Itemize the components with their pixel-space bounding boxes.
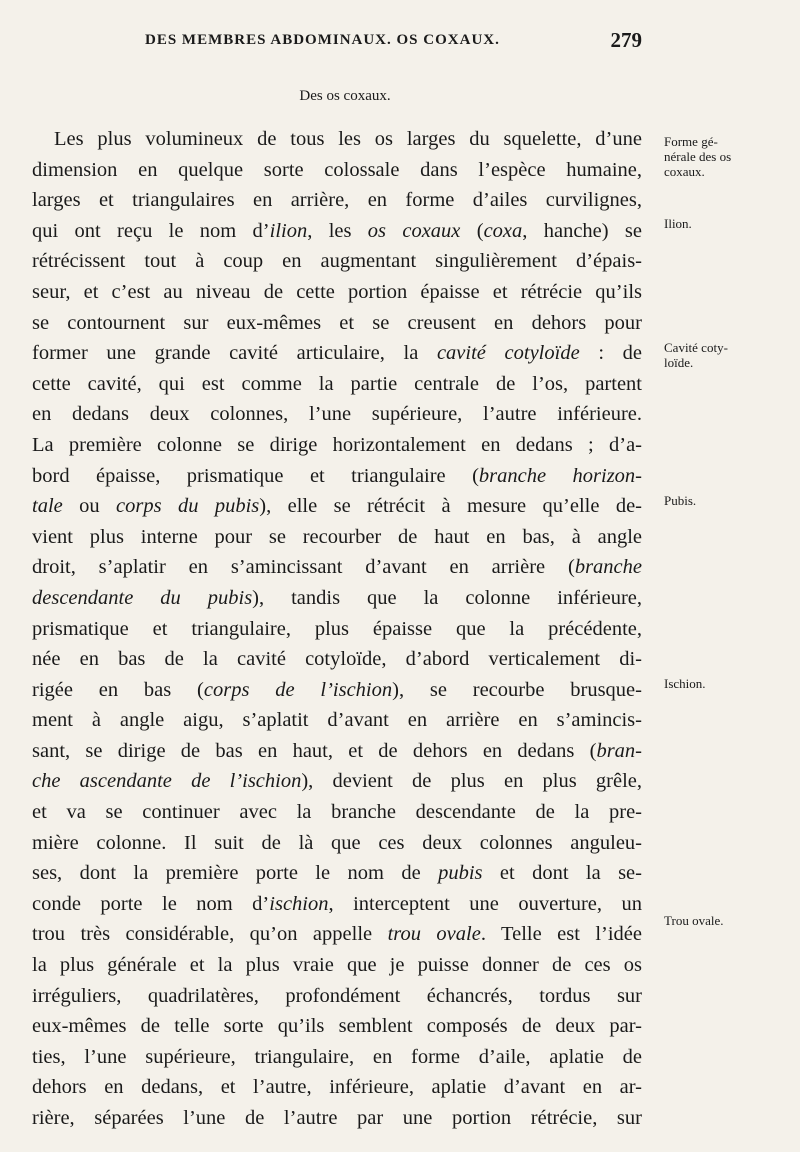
text-line: et va se continuer avec la branche descendante de la pre-	[32, 801, 642, 824]
text-line	[32, 675, 642, 706]
text-segment: trou très considérable, qu’on appelle	[32, 923, 388, 946]
italic-term: descendante du pubis	[32, 586, 253, 609]
text-segment: (	[460, 219, 484, 242]
text-line: seur, et c’est au niveau de cette portion épaisse et rétrécie qu’ils	[32, 280, 642, 303]
text-line: la plus générale et la plus vraie que je puisse donner de ces os	[32, 954, 642, 977]
page-header	[30, 28, 640, 56]
margin-note-line: nérale des os	[664, 149, 732, 164]
margin-note-ischion	[664, 676, 782, 691]
text-segment: rigée en bas (	[32, 678, 204, 701]
text-line: cette cavité, qui est comme la partie centrale de l’os, partent	[32, 372, 642, 395]
italic-term: os coxaux	[367, 219, 461, 242]
text-line: irréguliers, quadrilatères, profondément échancrés, tordus sur	[32, 984, 642, 1007]
margin-note-line: Cavité coty-	[664, 340, 728, 355]
text-line: rière, séparées l’une de l’autre par une portion rétrécie, sur	[32, 1107, 642, 1129]
text-segment: ou	[62, 495, 117, 518]
italic-term: ischion	[269, 892, 329, 915]
running-head: DES MEMBRES ABDOMINAUX. OS COXAUX.	[145, 32, 500, 48]
italic-term: ilion	[269, 219, 308, 242]
text-segment: et dont la se-	[482, 862, 642, 885]
italic-term: corps du pubis	[116, 495, 260, 518]
text-segment: ses, dont la première porte le nom de	[32, 862, 439, 885]
page-number: 279	[610, 28, 642, 52]
text-line	[32, 889, 642, 920]
text-line: rétrécissent tout à coup en augmentant singulièrement d’épais-	[32, 250, 642, 273]
text-line: dehors en dedans, et l’autre, inférieure, aplatie d’avant en ar-	[32, 1076, 642, 1099]
text-segment: ), devient de plus en plus grêle,	[301, 770, 642, 793]
italic-term: cavité cotyloïde	[436, 342, 580, 365]
text-line: ties, l’une supérieure, triangulaire, en forme d’aile, aplatie de	[32, 1045, 642, 1068]
text-segment: , hanche) se	[522, 219, 642, 242]
text-segment: ), elle se rétrécit à mesure qu’elle de-	[259, 495, 642, 518]
margin-note-line: Ischion.	[664, 676, 706, 691]
section-title: Des os coxaux.	[299, 88, 391, 104]
text-segment: , les	[307, 219, 368, 242]
margin-note-trou-ovale	[664, 913, 782, 928]
text-line	[32, 858, 642, 889]
margin-note-forme-generale	[664, 134, 782, 179]
text-segment: . Telle est l’idée	[480, 923, 642, 946]
text-line	[32, 491, 642, 522]
body-text	[32, 124, 642, 1134]
text-line	[32, 736, 642, 767]
text-line	[32, 216, 642, 247]
margin-note-cavite-cotyloide	[664, 340, 782, 370]
text-line: en dedans deux colonnes, l’une supérieure, l’autre inférieure.	[32, 403, 642, 426]
text-segment: ), tandis que la colonne inférieure,	[252, 586, 642, 609]
text-line: se contournent sur eux-mêmes et se creusent en dehors pour	[32, 311, 642, 334]
margin-note-line: Trou ovale.	[664, 913, 724, 928]
italic-term: che ascendante de l’ischion	[32, 770, 302, 793]
italic-term: branche	[574, 556, 642, 579]
text-segment: former une grande cavité articulaire, la	[32, 342, 437, 365]
margin-note-line: Ilion.	[664, 216, 692, 231]
italic-term: pubis	[438, 862, 483, 885]
margin-note-line: Forme gé-	[664, 134, 718, 149]
italic-term: tale	[32, 495, 63, 518]
italic-term: branche horizon-	[478, 464, 642, 487]
text-line: larges et triangulaires en arrière, en forme d’ailes curvilignes,	[32, 189, 642, 212]
margin-note-ilion	[664, 216, 782, 231]
italic-term: trou ovale	[387, 923, 481, 946]
text-line	[32, 766, 642, 797]
text-segment: ), se recourbe brusque-	[392, 678, 642, 701]
text-line: mière colonne. Il suit de là que ces deux colonnes anguleu-	[32, 831, 642, 854]
text-line: eux-mêmes de telle sorte qu’ils semblent composés de deux par-	[32, 1015, 642, 1038]
text-line	[32, 919, 642, 950]
text-segment: qui ont reçu le nom d’	[32, 219, 270, 242]
italic-term: bran-	[596, 739, 642, 762]
margin-note-line: loïde.	[664, 355, 694, 370]
text-segment: sant, se dirige de bas en haut, et de dehors en dedans (	[32, 739, 597, 762]
text-line: prismatique et triangulaire, plus épaisse que la précédente,	[32, 617, 642, 640]
text-line	[32, 338, 642, 369]
text-segment: droit, s’aplatir en s’amincissant d’avant en arrière (	[32, 556, 575, 579]
text-line: Les plus volumineux de tous les os larges du squelette, d’une	[54, 128, 642, 150]
text-line	[32, 583, 642, 614]
text-segment: conde porte le nom d’	[32, 892, 270, 915]
margin-note-line: Pubis.	[664, 493, 697, 508]
text-segment: : de	[579, 342, 642, 365]
text-line: née en bas de la cavité cotyloïde, d’abord verticalement di-	[32, 648, 642, 671]
text-line	[32, 461, 642, 492]
italic-term: coxa	[483, 219, 523, 242]
text-line: ment à angle aigu, s’aplatit d’avant en arrière en s’amincis-	[32, 709, 642, 732]
text-segment: , interceptent une ouverture, un	[328, 892, 642, 915]
italic-term: corps de l’ischion	[203, 678, 393, 701]
text-line: vient plus interne pour se recourber de haut en bas, à angle	[32, 525, 642, 548]
text-line: La première colonne se dirige horizontalement en dedans ; d’a-	[32, 433, 642, 456]
margin-note-line: coxaux.	[664, 164, 705, 179]
margin-note-pubis	[664, 493, 782, 508]
text-line: dimension en quelque sorte colossale dans l’espèce humaine,	[32, 158, 642, 181]
text-line	[32, 552, 642, 583]
text-segment: bord épaisse, prismatique et triangulaire (	[32, 464, 479, 487]
